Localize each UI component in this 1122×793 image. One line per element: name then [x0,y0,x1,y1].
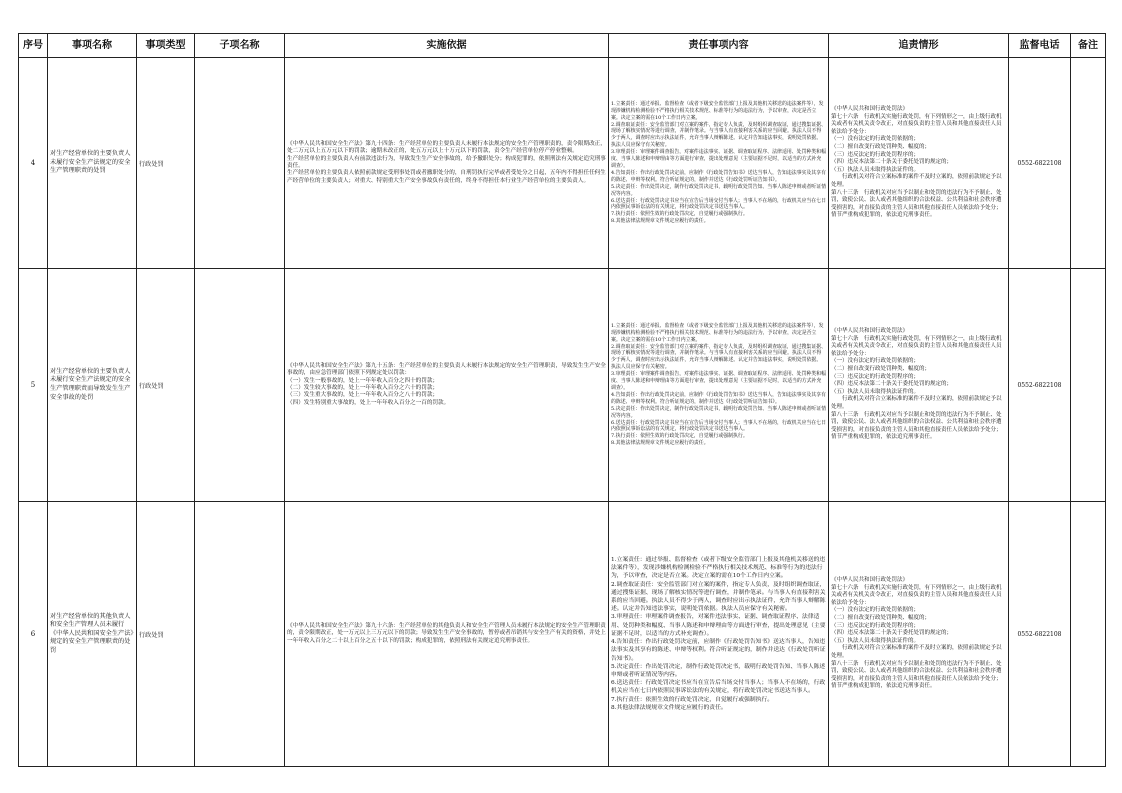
header-item-name: 事项名称 [48,34,137,58]
header-row [19,34,1106,58]
table-row [19,502,1106,767]
header-duty: 责任事项内容 [609,34,829,58]
row-number: 6 [19,502,48,767]
item-type: 行政处罚 [137,502,195,767]
implementation-basis [285,502,609,767]
accountability-content-line: （四）违反本法第二十条关于委托处罚的规定的； [831,159,953,166]
table-row [19,269,1106,502]
accountability-content-line: （三）违反法定的行政处罚程序的； [831,622,920,629]
accountability-content-line: 第七十六条 行政机关实施行政处罚，有下列情形之一，由上级行政机关或者有关机关责令改正，对直接负责的主管人员和其他直接责任人员依法给予处分： [831,335,1002,357]
sub-item-name [195,502,285,767]
duty-content-line: 3.审理责任：审理案件调查报告，对案件违法事实、证据、调查取证程序、法律适用、处罚种类和幅度、当事人陈述和申辩理由等方面进行审查，提出处理意见（主要证据不足时，以适当的方式补充调查）。 [611,371,826,391]
implementation-basis-line: 《中华人民共和国安全生产法》第九十四条：生产经营单位的主要负责人未履行本法规定的安全生产管理职责的，责令限期改正，处二万元以上五万元以下的罚款；逾期未改正的，处五万元以上十万元以下的罚款，责令生产经营单位停产停业整顿。 [287,140,606,155]
duty-content-line: 3.审理责任：审理案件调查报告，对案件违法事实、证据、调查取证程序、法律适用、处罚种类和幅度、当事人陈述和申辩理由等方面进行审查，提出处理意见（主要证据不足时，以适当的方式补充调查）。 [611,149,826,169]
duty-content-line: 4.告知责任：作出行政处罚决定前，应制作《行政处罚告知书》送达当事人，告知违法事实及其享有的陈述、申辩等权利。符合听证规定的，制作并送达《行政处罚听证告知书》。 [611,391,826,405]
accountability-content-line: 行政机关对符合立案标准的案件不及时立案的，依照前款规定予以处理。 [831,645,1002,659]
duty-content-line: 8.其他法律法规规章文件规定应履行的责任。 [611,218,709,225]
supervision-phone: 0552-6822108 [1009,502,1071,767]
accountability-content-line: 第八十三条 行政机关对应当予以制止和处罚的违法行为不予制止、处罚，致使公民、法人或者其他组织的合法权益、公共利益和社会秩序遭受损害的，对直接负责的主管人员和其他直接责任人员依法给予处分；情节严重构成犯罪的，依法追究刑事责任。 [831,411,1002,441]
accountability-content-line: 《中华人民共和国行政处罚法》 [831,106,909,113]
duty-content-line: 2.调查取证责任：安全监管部门对立案的案件，指定专人负责，及时组织调查取证，通过搜集证据、现场了解核实情况等进行调查，并制作笔录。与当事人有直接利害关系的应当回避。执法人员不得少于两人，调查时应出示执法证件，允许当事人辩解陈述。认定并告知违法事实，说明处罚依据。执法人员应保守有关秘密。 [611,121,826,149]
table-body [19,58,1106,767]
duty-content [609,269,829,502]
duty-content-line: 8.其他法律法规规章文件规定应履行的责任。 [611,440,709,447]
note-cell [1071,502,1106,767]
item-name: 对生产经营单位的其他负责人和安全生产管理人员未履行《中华人民共和国安全生产法》规定的安全生产管理职责的处罚 [48,502,137,767]
duty-content-line: 3.审理责任：审理案件调查报告，对案件违法事实、证据、调查取证程序、法律适用、处罚种类和幅度、当事人陈述和申辩理由等方面进行审查，提出处理意见（主要证据不足时，以适当的方式补充调查）。 [611,614,826,637]
duty-content-line: 4.告知责任：作出行政处罚决定前，应制作《行政处罚告知书》送达当事人，告知违法事实及其享有的陈述、申辩等权利。符合听证规定的，制作并送达《行政处罚听证告知书》。 [611,169,826,183]
accountability-content [829,58,1009,269]
duty-content [609,58,829,269]
note-cell [1071,58,1106,269]
accountability-content-line: （四）违反本法第二十条关于委托处罚的规定的； [831,381,953,388]
accountability-content-line: （五）执法人员未取得执法证件的。 [831,388,920,395]
header-no: 序号 [19,34,48,58]
duty-content-line: 1.立案责任：通过举报、监督检查（或者下级安全监管部门上报及其他机关移送的违法案件等），发现涉嫌机构检测检验不严格执行相关技术规范、标准等行为的违法行为，予以审查，决定是否立案。决定立案的需在10个工作日内立案。 [611,100,824,121]
implementation-basis-line: （一）发生一般事故的，处上一年年收入百分之四十的罚款； [287,377,439,384]
implementation-basis-line: 《中华人民共和国安全生产法》第九十五条：生产经营单位的主要负责人未履行本法规定的安全生产管理职责，导致发生生产安全事故的，由应急管理部门依照下列规定处以罚款： [287,362,606,377]
duty-content-line: 6.送达责任：行政处罚决定书应当在宣告后当场交付当事人；当事人不在场的，行政机关应当在七日内依照民事诉讼法的有关规定，将行政处罚决定书送达当事人。 [611,680,826,695]
accountability-content-line: 第七十六条 行政机关实施行政处罚，有下列情形之一，由上级行政机关或者有关机关责令改正，对直接负责的主管人员和其他直接责任人员依法给予处分： [831,113,1002,135]
duty-content-line: 7.执行责任：依照生效的行政处罚决定，自觉履行或强制执行。 [611,211,748,218]
header-accountability: 追责情形 [829,34,1009,58]
accountability-content-line: 第八十三条 行政机关对应当予以制止和处罚的违法行为不予制止、处罚，致使公民、法人或者其他组织的合法权益、公共利益和社会秩序遭受损害的，对直接负责的主管人员和其他直接责任人员依法给予处分；情节严重构成犯罪的，依法追究刑事责任。 [831,189,1002,219]
accountability-content-line: （五）执法人员未取得执法证件的。 [831,166,920,173]
duty-content-line: 2.调查取证责任：安全监管部门对立案的案件，指定专人负责，及时组织调查取证，通过搜集证据、现场了解核实情况等进行调查，并制作笔录。与当事人有直接利害关系的应当回避。执法人员不得少于两人，调查时应出示执法证件，允许当事人辩解陈述。认定并告知违法事实，说明处罚依据。执法人员应保守有关秘密。 [611,581,826,613]
implementation-basis [285,58,609,269]
duty-content [609,502,829,767]
duty-content-line: 1.立案责任：通过举报、监督检查（或者下级安全监管部门上报及其他机关移送的违法案件等），发现涉嫌机构检测检验不严格执行相关技术规范、标准等行为的违法行为，予以审查，决定是否立案。决定立案的需在10个工作日内立案。 [611,557,826,580]
header-note: 备注 [1071,34,1106,58]
duty-content-line: 7.执行责任：依照生效的行政处罚决定，自觉履行或强制执行。 [611,433,748,440]
duty-content-line: 5.决定责任：作出处罚决定，制作行政处罚决定书，载明行政处罚告知、当事人陈述申辩或者听证情况等内容。 [611,405,826,419]
item-type: 行政处罚 [137,58,195,269]
accountability-content-line: （三）违反法定的行政处罚程序的； [831,373,920,380]
implementation-basis-line: （四）发生特别重大事故的，处上一年年收入百分之一百的罚款。 [287,399,450,406]
implementation-basis-line: 《中华人民共和国安全生产法》第九十六条：生产经营单位的其他负责人和安全生产管理人员未履行本法规定的安全生产管理职责的，责令限期改正，处一万元以上三万元以下的罚款；导致发生生产安全事故的，暂停或者吊销其与安全生产有关的资格，并处上一年年收入百分之二十以上百分之五十以下的罚款；构成犯罪的，依照刑法有关规定追究刑事责任。 [287,622,606,644]
duty-content-line: 2.调查取证责任：安全监管部门对立案的案件，指定专人负责，及时组织调查取证，通过搜集证据、现场了解核实情况等进行调查，并制作笔录。与当事人有直接利害关系的应当回避。执法人员不得少于两人，调查时应出示执法证件，允许当事人辩解陈述。认定并告知违法事实，说明处罚依据。执法人员应保守有关秘密。 [611,343,826,371]
item-name: 对生产经营单位的主要负责人未履行安全生产法规定的安全生产管理职责而导致发生生产安全事故的处罚 [48,269,137,502]
accountability-content [829,269,1009,502]
accountability-content-line: 行政机关对符合立案标准的案件不及时立案的，依照前款规定予以处理。 [831,174,1002,188]
note-cell [1071,269,1106,502]
row-number: 4 [19,58,48,269]
implementation-basis-line: 生产经营单位的主要负责人有前款违法行为，导致发生生产安全事故的，给予撤职处分；构成犯罪的，依照刑法有关规定追究刑事责任。 [287,155,606,169]
accountability-content [829,502,1009,767]
accountability-content-line: （三）违反法定的行政处罚程序的； [831,151,920,158]
duty-content-line: 6.送达责任：行政处罚决定书应当在宣告后当场交付当事人；当事人不在场的，行政机关应当在七日内依照民事诉讼法的有关规定，将行政处罚决定书送达当事人。 [611,197,826,211]
accountability-content-line: （二）擅自改变行政处罚种类、幅度的； [831,366,931,373]
accountability-content-line: 行政机关对符合立案标准的案件不及时立案的，依照前款规定予以处理。 [831,396,1002,410]
duty-content-line: 8.其他法律法规规章文件规定应履行的责任。 [611,704,727,711]
header-item-type: 事项类型 [137,34,195,58]
accountability-content-line: （四）违反本法第二十条关于委托处罚的规定的； [831,630,953,637]
accountability-content-line: 第八十三条 行政机关对应当予以制止和处罚的违法行为不予制止、处罚，致使公民、法人或者其他组织的合法权益、公共利益和社会秩序遭受损害的，对直接负责的主管人员和其他直接责任人员依法给予处分；情节严重构成犯罪的，依法追究刑事责任。 [831,660,1002,690]
table-row [19,58,1106,269]
duty-content-line: 4.告知责任：作出行政处罚决定前，应制作《行政处罚告知书》送达当事人，告知违法事实及其享有的陈述、申辩等权利。符合听证规定的，制作并送达《行政处罚听证告知书》。 [611,639,826,662]
implementation-basis [285,269,609,502]
accountability-content-line: （五）执法人员未取得执法证件的。 [831,637,920,644]
header-phone: 监督电话 [1009,34,1071,58]
accountability-content-line: （二）擅自改变行政处罚种类、幅度的； [831,615,931,622]
implementation-basis-line: （二）发生较大事故的，处上一年年收入百分之六十的罚款； [287,385,439,391]
duty-content-line: 6.送达责任：行政处罚决定书应当在宣告后当场交付当事人；当事人不在场的，行政机关应当在七日内依照民事诉讼法的有关规定，将行政处罚决定书送达当事人。 [611,419,826,433]
header-basis: 实施依据 [285,34,609,58]
sub-item-name [195,58,285,269]
duty-content-line: 5.决定责任：作出处罚决定，制作行政处罚决定书，载明行政处罚告知、当事人陈述申辩或者听证情况等内容。 [611,663,826,678]
item-type: 行政处罚 [137,269,195,502]
responsibility-table [18,33,1106,767]
duty-content-line: 5.决定责任：作出处罚决定，制作行政处罚决定书，载明行政处罚告知、当事人陈述申辩或者听证情况等内容。 [611,183,826,197]
implementation-basis-line: （三）发生重大事故的，处上一年年收入百分之八十的罚款； [287,392,439,399]
header-sub-item: 子项名称 [195,34,285,58]
row-number: 5 [19,269,48,502]
accountability-content-line: 《中华人民共和国行政处罚法》 [831,328,909,335]
accountability-content-line: 第七十六条 行政机关实施行政处罚，有下列情形之一，由上级行政机关或者有关机关责令改正，对直接负责的主管人员和其他直接责任人员依法给予处分： [831,584,1002,606]
accountability-content-line: （二）擅自改变行政处罚种类、幅度的； [831,144,931,151]
item-name: 对生产经营单位的主要负责人未履行安全生产法规定的安全生产管理职责的处罚 [48,58,137,269]
supervision-phone: 0552-6822108 [1009,58,1071,269]
accountability-content-line: （一）没有法定的行政处罚依据的； [831,136,920,143]
accountability-content-line: 《中华人民共和国行政处罚法》 [831,577,909,584]
accountability-content-line: （一）没有法定的行政处罚依据的； [831,607,920,614]
supervision-phone: 0552-6822108 [1009,269,1071,502]
implementation-basis-line: 生产经营单位的主要负责人依照前款规定受刑事处罚或者撤职处分的，自刑罚执行完毕或者受处分之日起，五年内不得担任任何生产经营单位的主要负责人；对重大、特别重大生产安全事故负有责任的，终身不得担任本行业生产经营单位的主要负责人。 [287,170,606,184]
accountability-content-line: （一）没有法定的行政处罚依据的； [831,358,920,365]
duty-content-line: 7.执行责任：依照生效的行政处罚决定，自觉履行或强制执行。 [611,696,774,703]
duty-content-line: 1.立案责任：通过举报、监督检查（或者下级安全监管部门上报及其他机关移送的违法案件等），发现涉嫌机构检测检验不严格执行相关技术规范、标准等行为的违法行为，予以审查，决定是否立案。决定立案的需在10个工作日内立案。 [611,322,824,343]
sub-item-name [195,269,285,502]
